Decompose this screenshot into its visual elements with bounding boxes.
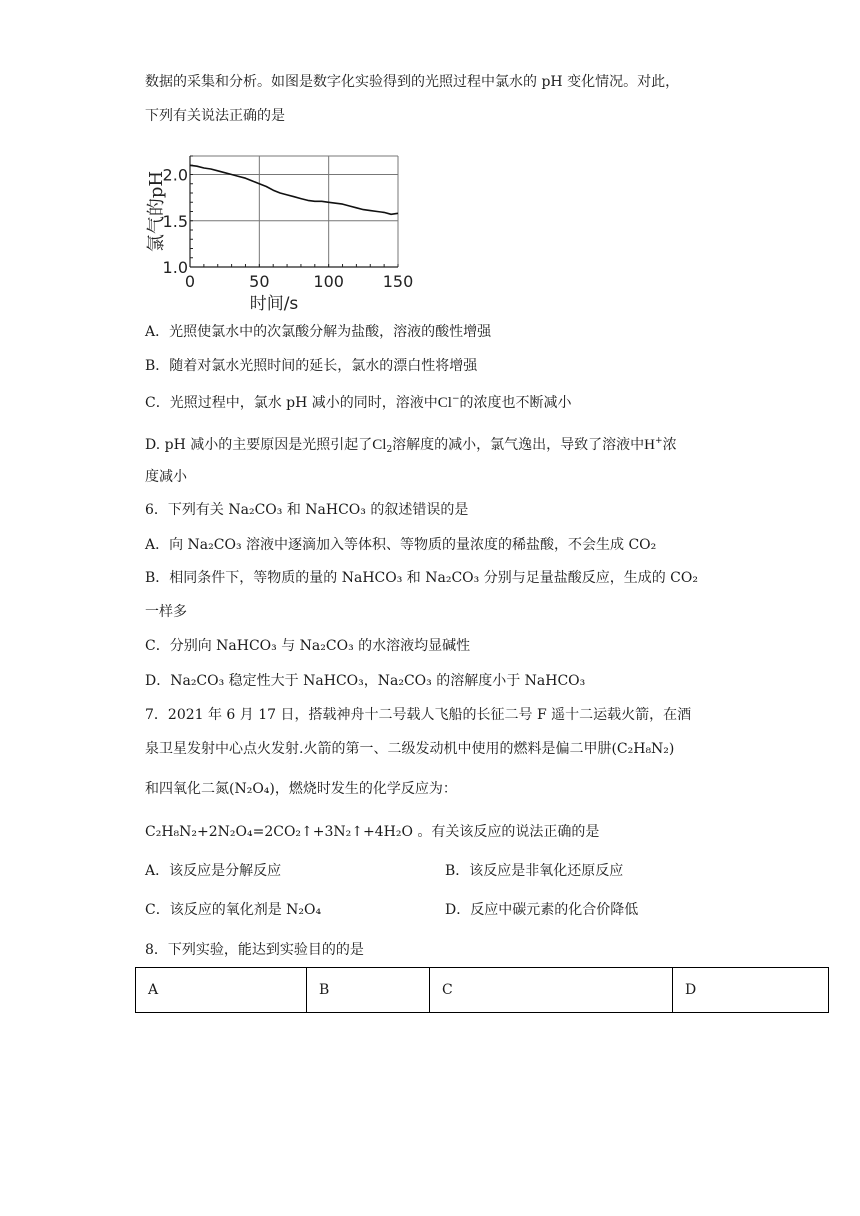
q7-line-3: 和四氧化二氮(N₂O₄)，燃烧时发生的化学反应为： (145, 781, 457, 797)
q7-option-c: C．该反应的氧化剂是 N₂O₄ (145, 902, 322, 918)
q7-option-d: D．反应中碳元素的化合价降低 (445, 902, 639, 918)
hydrogen-ion: H (644, 437, 656, 453)
ph-chart (140, 140, 420, 312)
q7-equation: C₂H₈N₂+2N₂O₄=2CO₂↑+3N₂↑+4H₂O 。有关该反应的说法正确的是 (145, 824, 600, 840)
q5-option-d-cont: 度减小 (145, 469, 187, 485)
x-axis-label: 时间/s (249, 294, 299, 312)
x-tick-label: 100 (313, 272, 344, 291)
q5-d-end: 浓 (662, 437, 677, 453)
chlorine-formula: Cl (372, 437, 387, 453)
q5-c-pre: C．光照过程中，氯水 pH 减小的同时，溶液中 (145, 395, 438, 411)
q6-option-b-cont: 一样多 (145, 604, 187, 620)
x-tick-label: 0 (184, 272, 196, 291)
hydrogen-charge: + (655, 436, 663, 446)
table-cell-d: D (673, 968, 829, 1013)
chlorine-sub: 2 (386, 445, 393, 455)
q8-options-table (135, 967, 829, 1013)
q7-option-b: B．该反应是非氧化还原反应 (445, 863, 624, 879)
chloride-charge: − (451, 394, 460, 404)
y-tick-label: 1.5 (162, 211, 188, 231)
q7-option-a: A．该反应是分解反应 (145, 863, 282, 879)
intro-line-1: 数据的采集和分析。如图是数字化实验得到的光照过程中氯水的 pH 变化情况。对此， (145, 74, 680, 90)
table-cell-b: B (307, 968, 430, 1013)
q8-stem: 8．下列实验，能达到实验目的的是 (145, 942, 364, 958)
q7-line-2: 泉卫星发射中心点火发射.火箭的第一、二级发动机中使用的燃料是偏二甲肼(C₂H₈N₂) (145, 741, 675, 757)
table-cell-c: C (430, 968, 673, 1013)
chart-series (190, 165, 398, 214)
table-row (136, 968, 829, 1013)
intro-line-2: 下列有关说法正确的是 (145, 108, 285, 124)
q7-line-1: 7．2021 年 6 月 17 日，搭载神舟十二号载人飞船的长征二号 F 遥十二运载火箭，在酒 (145, 707, 692, 723)
q5-option-a: A．光照使氯水中的次氯酸分解为盐酸，溶液的酸性增强 (145, 324, 492, 340)
q5-d-mid: 溶解度的减小，氯气逸出，导致了溶液中 (392, 437, 645, 453)
q5-option-b: B．随着对氯水光照时间的延长，氯水的漂白性将增强 (145, 358, 478, 374)
q5-option-d (145, 431, 677, 460)
q6-option-d: D．Na₂CO₃ 稳定性大于 NaHCO₃，Na₂CO₃ 的溶解度小于 NaHCO₃ (145, 673, 586, 689)
chart-grid (190, 156, 398, 267)
q5-option-c (145, 389, 572, 413)
q5-d-pre: D. pH 减小的主要原因是光照引起了 (145, 437, 373, 453)
x-tick-label: 150 (382, 272, 414, 291)
chart-tick-labels (163, 166, 414, 292)
table-cell-a: A (136, 968, 307, 1013)
chloride-ion: Cl (437, 395, 452, 411)
x-tick-label: 50 (249, 272, 270, 291)
y-axis-label: 氯气的pH (146, 170, 167, 253)
q6-option-c: C．分别向 NaHCO₃ 与 Na₂CO₃ 的水溶液均显碱性 (145, 638, 471, 654)
data-line (190, 165, 398, 214)
q6-option-b: B．相同条件下，等物质的量的 NaHCO₃ 和 Na₂CO₃ 分别与足量盐酸反应，生成的 CO₂ (145, 570, 698, 586)
q6-option-a: A．向 Na₂CO₃ 溶液中逐滴加入等体积、等物质的量浓度的稀盐酸，不会生成 CO₂ (145, 537, 657, 553)
chart-axes (190, 156, 398, 267)
y-tick-label: 1.0 (162, 258, 188, 277)
q6-stem: 6．下列有关 Na₂CO₃ 和 NaHCO₃ 的叙述错误的是 (145, 502, 469, 518)
q5-c-post: 的浓度也不断减小 (459, 395, 572, 411)
y-tick-label: 2.0 (162, 165, 188, 185)
